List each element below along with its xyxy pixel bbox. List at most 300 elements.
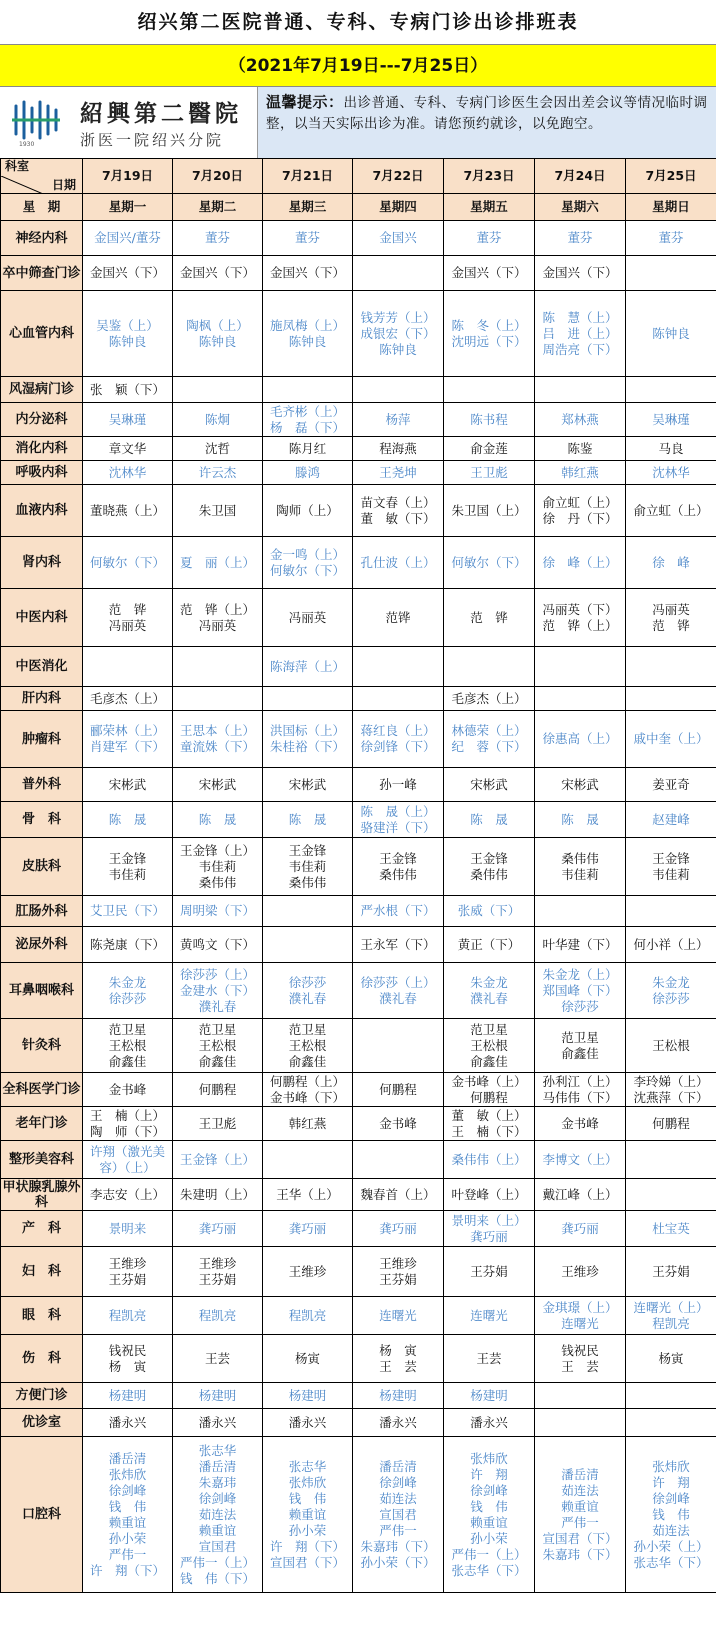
weekday-label: 星 期 — [1, 194, 83, 221]
doctor-names: 王卫彪 — [470, 464, 508, 480]
doctor-cell — [353, 1437, 444, 1593]
doctor-names: 许云杰 — [198, 464, 237, 480]
doctor-names: 范 铧 — [470, 609, 508, 625]
doctor-names: 金国兴/董芬 — [94, 230, 161, 245]
doctor-names: 程海燕 — [379, 440, 417, 456]
doctor-cell — [173, 1211, 263, 1247]
doctor-cell — [173, 1179, 263, 1211]
doctor-names: 戴江峰（上） — [542, 1186, 618, 1202]
doctor-names: 徐 峰 — [652, 554, 690, 570]
doctor-names: 陈书程 — [470, 411, 508, 427]
doctor-cell — [263, 461, 353, 485]
doctor-names: 王芸 — [204, 1350, 230, 1366]
doctor-cell — [626, 687, 716, 711]
doctor-cell — [173, 1019, 263, 1073]
doctor-cell — [535, 1141, 626, 1179]
doctor-names: 董芬 — [294, 230, 320, 245]
doctor-names: 杨建明 — [379, 1387, 417, 1403]
doctor-cell — [626, 1107, 716, 1141]
doctor-cell — [263, 1179, 353, 1211]
doctor-names: 范卫星 王松根 俞鑫佳 — [470, 1021, 508, 1069]
doctor-cell — [444, 537, 535, 589]
doctor-cell — [83, 537, 173, 589]
doctor-names: 何敏尔（下） — [89, 554, 165, 570]
doctor-cell — [173, 1297, 263, 1335]
department-name: 血液内科 — [1, 485, 83, 537]
schedule-row — [1, 403, 716, 437]
doctor-names: 程凯亮 — [288, 1307, 327, 1323]
doctor-cell — [626, 963, 716, 1019]
doctor-names: 王尧坤 — [379, 464, 417, 480]
department-name: 心血管内科 — [1, 291, 83, 377]
schedule-row — [1, 1211, 716, 1247]
logo-mark-icon — [10, 100, 62, 140]
doctor-names: 王金锋 桑伟伟 — [470, 850, 508, 882]
doctor-cell — [83, 768, 173, 802]
department-name: 耳鼻咽喉科 — [1, 963, 83, 1019]
doctor-names: 张志华 潘岳清 朱嘉玮 徐剑峰 茹连法 赖重谊 宣国君 严伟一（上） 钱 伟（下） — [179, 1442, 255, 1586]
doctor-names: 董晓燕（上） — [89, 502, 165, 518]
date-cell: 7月19日 — [83, 159, 173, 194]
doctor-names: 孙一峰 — [379, 776, 417, 792]
doctor-names: 朱建明（上） — [179, 1186, 255, 1202]
department-name: 普外科 — [1, 768, 83, 802]
doctor-names: 金琪璟（上） 连曙光 — [542, 1299, 618, 1331]
doctor-cell — [535, 1073, 626, 1107]
doctor-names: 魏春首（上） — [360, 1186, 436, 1202]
doctor-cell — [535, 711, 626, 768]
doctor-cell — [535, 485, 626, 537]
doctor-cell — [83, 896, 173, 927]
corner-dept-label: 科室 — [5, 159, 30, 173]
doctor-cell — [173, 802, 263, 838]
doctor-cell — [83, 1179, 173, 1211]
doctor-cell — [444, 896, 535, 927]
doctor-cell — [353, 711, 444, 768]
date-range-banner: （2021年7月19日---7月25日） — [0, 44, 716, 87]
department-name: 优诊室 — [1, 1409, 83, 1437]
doctor-cell — [83, 1247, 173, 1297]
schedule-row — [1, 437, 716, 461]
doctor-cell — [444, 838, 535, 896]
doctor-names: 毛齐彬（上） 杨 磊（下） — [269, 403, 345, 435]
doctor-names: 陈月红 — [288, 440, 327, 456]
doctor-names: 王金锋 韦佳莉 — [652, 850, 690, 882]
doctor-cell — [535, 838, 626, 896]
doctor-cell — [263, 221, 353, 256]
doctor-cell — [535, 1437, 626, 1593]
doctor-cell — [535, 403, 626, 437]
doctor-cell — [444, 802, 535, 838]
doctor-names: 张威（下） — [457, 903, 521, 918]
doctor-names: 潘岳清 茹连法 赖重谊 严伟一 宣国君（下） 朱嘉玮（下） — [542, 1466, 618, 1562]
doctor-names: 苗文春（上） 董 敏（下） — [360, 494, 436, 526]
doctor-cell — [626, 1179, 716, 1211]
doctor-names: 朱金龙 徐莎莎 — [652, 974, 690, 1006]
doctor-cell — [173, 711, 263, 768]
doctor-cell — [535, 896, 626, 927]
schedule-body — [1, 221, 716, 1593]
doctor-names: 杨建明 — [108, 1387, 147, 1403]
doctor-cell — [353, 838, 444, 896]
doctor-names: 王维珍 — [561, 1263, 599, 1279]
doctor-names: 毛彦杰（上） — [89, 690, 165, 706]
doctor-names: 徐莎莎（上） 濮礼春 — [360, 974, 436, 1006]
doctor-names: 潘岳清 徐剑峰 茹连法 宣国君 严伟一 朱嘉玮（下） 孙小荣（下） — [360, 1458, 436, 1570]
doctor-cell — [83, 1141, 173, 1179]
doctor-cell — [353, 768, 444, 802]
doctor-names: 潘永兴 — [288, 1414, 327, 1430]
doctor-names: 叶华建（下） — [542, 936, 618, 952]
doctor-names: 龚巧丽 — [561, 1220, 599, 1236]
doctor-cell — [444, 437, 535, 461]
doctor-names: 陈 晟 — [198, 811, 237, 827]
doctor-cell — [626, 1247, 716, 1297]
doctor-names: 沈哲 — [204, 440, 230, 456]
doctor-cell — [444, 1141, 535, 1179]
doctor-cell — [444, 711, 535, 768]
weekday-cell: 星期六 — [535, 194, 626, 221]
doctor-cell — [353, 589, 444, 647]
doctor-names: 龚巧丽 — [288, 1220, 327, 1236]
doctor-names: 范卫星 王松根 俞鑫佳 — [108, 1021, 147, 1069]
doctor-cell — [626, 768, 716, 802]
doctor-cell — [263, 291, 353, 377]
doctor-cell — [83, 291, 173, 377]
doctor-names: 范卫星 俞鑫佳 — [561, 1029, 599, 1061]
schedule-row — [1, 768, 716, 802]
doctor-names: 宋彬武 — [288, 776, 327, 792]
doctor-cell — [263, 537, 353, 589]
doctor-names: 孔仕波（上） — [360, 554, 436, 570]
notice-label: 温馨提示： — [266, 93, 344, 111]
doctor-cell — [83, 1107, 173, 1141]
department-name: 神经内科 — [1, 221, 83, 256]
doctor-names: 潘永兴 — [108, 1414, 147, 1430]
corner-date-label: 日期 — [51, 178, 76, 192]
doctor-cell — [263, 1211, 353, 1247]
doctor-cell — [535, 256, 626, 291]
schedule-row — [1, 221, 716, 256]
notice-box — [258, 87, 716, 158]
department-name: 内分泌科 — [1, 403, 83, 437]
doctor-names: 戚中奎（上） — [633, 731, 709, 746]
doctor-names: 陈海萍（上） — [269, 658, 345, 674]
doctor-cell — [535, 537, 626, 589]
doctor-names: 金书峰 — [108, 1081, 147, 1097]
doctor-cell — [535, 437, 626, 461]
doctor-names: 金书峰（上） 何鹏程 — [451, 1073, 527, 1105]
doctor-cell — [353, 927, 444, 963]
department-name: 中医消化 — [1, 647, 83, 687]
doctor-cell — [353, 1409, 444, 1437]
doctor-names: 何鹏程 — [379, 1081, 417, 1097]
department-name: 甲状腺乳腺外科 — [2, 1179, 81, 1210]
doctor-names: 沈林华 — [652, 464, 690, 480]
doctor-names: 俞金莲 — [470, 440, 508, 456]
doctor-names: 杨萍 — [385, 411, 411, 427]
doctor-names: 金国兴（下） — [179, 265, 255, 280]
doctor-cell — [535, 647, 626, 687]
doctor-cell — [353, 1383, 444, 1409]
doctor-cell — [83, 437, 173, 461]
schedule-row — [1, 1335, 716, 1383]
schedule-row — [1, 1141, 716, 1179]
doctor-names: 蒋红良（上） 徐剑锋（下） — [360, 723, 436, 754]
doctor-cell — [444, 1437, 535, 1593]
doctor-cell — [263, 1409, 353, 1437]
doctor-names: 朱卫国 — [198, 502, 237, 518]
doctor-cell — [535, 1247, 626, 1297]
doctor-cell — [83, 838, 173, 896]
doctor-names: 王金锋（上） — [179, 1151, 255, 1167]
doctor-cell — [353, 896, 444, 927]
doctor-names: 陈 慧（上） 吕 进（上） 周浩亮（下） — [542, 309, 618, 357]
logo-name: 紹興第二醫院 — [80, 100, 242, 127]
doctor-cell — [444, 291, 535, 377]
doctor-names: 金国兴（下） — [269, 265, 345, 280]
doctor-names: 钱祝民 杨 寅 — [108, 1342, 147, 1374]
doctor-names: 俞立虹（上） — [633, 502, 709, 518]
doctor-names: 艾卫民（下） — [89, 903, 165, 918]
doctor-names: 李志安（上） — [89, 1186, 165, 1202]
doctor-cell — [173, 1383, 263, 1409]
doctor-cell — [535, 221, 626, 256]
doctor-names: 孙利江（上） 马伟伟（下） — [542, 1073, 618, 1105]
doctor-names: 王芸 — [476, 1350, 502, 1366]
doctor-cell — [173, 838, 263, 896]
doctor-names: 徐莎莎（上） 金建水（下） 濮礼春 — [179, 966, 255, 1014]
doctor-cell — [626, 1211, 716, 1247]
weekday-header-row — [1, 194, 716, 221]
doctor-names: 王维珍 — [288, 1263, 327, 1279]
schedule-row — [1, 485, 716, 537]
doctor-names: 潘永兴 — [379, 1414, 417, 1430]
doctor-cell — [263, 1107, 353, 1141]
doctor-cell — [535, 1335, 626, 1383]
doctor-cell — [626, 256, 716, 291]
schedule-row — [1, 291, 716, 377]
doctor-names: 洪国标（上） 朱桂裕（下） — [269, 723, 345, 754]
doctor-cell — [263, 437, 353, 461]
doctor-cell — [535, 291, 626, 377]
department-name: 呼吸内科 — [1, 461, 83, 485]
doctor-names: 王永军（下） — [360, 936, 436, 952]
doctor-cell — [626, 291, 716, 377]
schedule-row — [1, 377, 716, 403]
doctor-cell — [535, 768, 626, 802]
doctor-cell — [353, 1107, 444, 1141]
schedule-row — [1, 1019, 716, 1073]
doctor-names: 俞立虹（上） 徐 丹（下） — [542, 494, 618, 526]
doctor-names: 陈 晟 — [108, 811, 147, 827]
doctor-names: 林德荣（上） 纪 蓉（下） — [451, 723, 527, 754]
doctor-cell — [444, 1383, 535, 1409]
doctor-names: 韩红燕 — [288, 1115, 327, 1131]
doctor-names: 宋彬武 — [108, 776, 147, 792]
doctor-cell — [83, 1073, 173, 1107]
doctor-names: 黄正（下） — [457, 936, 521, 952]
doctor-cell — [626, 1335, 716, 1383]
doctor-cell — [173, 768, 263, 802]
doctor-cell — [535, 1179, 626, 1211]
schedule-row — [1, 896, 716, 927]
doctor-names: 龚巧丽 — [198, 1220, 237, 1236]
doctor-names: 王芬娟 — [652, 1263, 690, 1279]
doctor-names: 施凤梅（上） 陈钟良 — [269, 317, 345, 349]
doctor-cell — [173, 1437, 263, 1593]
doctor-cell — [263, 963, 353, 1019]
doctor-names: 叶登峰（上） — [451, 1186, 527, 1202]
doctor-names: 王金锋 韦佳莉 — [108, 850, 147, 882]
schedule-row — [1, 927, 716, 963]
doctor-cell — [173, 221, 263, 256]
doctor-cell — [626, 377, 716, 403]
schedule-row — [1, 1383, 716, 1409]
doctor-names: 李玲娣（上） 沈燕萍（下） — [633, 1073, 709, 1105]
doctor-names: 张炜欣 许 翔 徐剑峰 钱 伟 茹连法 孙小荣（上） 张志华（下） — [633, 1458, 709, 1570]
doctor-cell — [83, 485, 173, 537]
doctor-names: 郑林燕 — [561, 411, 599, 427]
weekday-cell: 星期四 — [353, 194, 444, 221]
doctor-cell — [626, 1141, 716, 1179]
doctor-cell — [535, 1409, 626, 1437]
doctor-names: 宋彬武 — [198, 776, 237, 792]
doctor-names: 景明来（上） 龚巧丽 — [451, 1212, 527, 1244]
doctor-cell — [353, 647, 444, 687]
weekday-cell: 星期二 — [173, 194, 263, 221]
doctor-cell — [173, 1073, 263, 1107]
doctor-cell — [173, 461, 263, 485]
doctor-names: 金书峰 — [561, 1115, 599, 1131]
doctor-names: 范 铧（上） 冯丽英 — [179, 601, 255, 633]
schedule-row — [1, 963, 716, 1019]
department-name: 伤 科 — [1, 1335, 83, 1383]
doctor-names: 王维珍 王芬娟 — [198, 1255, 237, 1287]
schedule-row — [1, 589, 716, 647]
doctor-cell — [444, 768, 535, 802]
doctor-cell — [83, 647, 173, 687]
doctor-cell — [626, 403, 716, 437]
doctor-cell — [173, 647, 263, 687]
doctor-cell — [353, 291, 444, 377]
date-cell: 7月23日 — [444, 159, 535, 194]
doctor-names: 王芬娟 — [470, 1263, 508, 1279]
doctor-names: 连曙光 — [379, 1307, 417, 1323]
doctor-names: 何小祥（上） — [633, 936, 709, 952]
doctor-cell — [626, 927, 716, 963]
doctor-names: 范卫星 王松根 俞鑫佳 — [198, 1021, 237, 1069]
schedule-row — [1, 647, 716, 687]
doctor-names: 范 铧 冯丽英 — [108, 601, 147, 633]
doctor-cell — [444, 221, 535, 256]
schedule-table — [0, 158, 716, 1593]
doctor-names: 陶枫（上） 陈钟良 — [186, 317, 249, 349]
doctor-names: 董 敏（上） 王 楠（下） — [451, 1107, 527, 1139]
doctor-names: 杨建明 — [288, 1387, 327, 1403]
date-cell: 7月24日 — [535, 159, 626, 194]
doctor-names: 韩红燕 — [561, 464, 599, 480]
doctor-names: 朱金龙 濮礼春 — [470, 974, 508, 1006]
doctor-names: 王卫彪 — [198, 1115, 237, 1131]
doctor-cell — [353, 256, 444, 291]
department-name: 方便门诊 — [1, 1383, 83, 1409]
doctor-cell — [83, 687, 173, 711]
doctor-cell — [83, 461, 173, 485]
doctor-cell — [263, 1141, 353, 1179]
doctor-names: 徐惠高（上） — [542, 731, 618, 746]
doctor-names: 何鹏程 — [198, 1081, 237, 1097]
department-name: 肿瘤科 — [1, 711, 83, 768]
doctor-names: 潘岳清 张炜欣 徐剑峰 钱 伟 赖重谊 孙小荣 严伟一 许 翔（下） — [89, 1450, 165, 1578]
doctor-names: 章文华 — [108, 440, 147, 456]
doctor-cell — [173, 485, 263, 537]
doctor-cell — [353, 1141, 444, 1179]
department-name: 产 科 — [1, 1211, 83, 1247]
doctor-cell — [535, 963, 626, 1019]
doctor-names: 王 楠（上） 陶 师（下） — [89, 1107, 165, 1139]
doctor-cell — [353, 1073, 444, 1107]
doctor-cell — [444, 1019, 535, 1073]
schedule-row — [1, 256, 716, 291]
doctor-cell — [535, 802, 626, 838]
doctor-cell — [353, 437, 444, 461]
doctor-cell — [535, 461, 626, 485]
doctor-cell — [173, 927, 263, 963]
doctor-cell — [173, 437, 263, 461]
doctor-names: 金国兴（下） — [89, 265, 165, 280]
doctor-names: 王松根 — [652, 1037, 690, 1053]
weekday-cell: 星期三 — [263, 194, 353, 221]
doctor-names: 何鹏程（上） 金书峰（下） — [269, 1073, 345, 1105]
doctor-cell — [83, 1211, 173, 1247]
department-name: 皮肤科 — [1, 838, 83, 896]
doctor-names: 杨寅 — [658, 1350, 684, 1366]
doctor-cell — [626, 437, 716, 461]
doctor-cell — [173, 1107, 263, 1141]
notice-text: 出诊普通、专科、专病门诊医生会因出差会议等情况临时调整，以当天实际出诊为准。请您预约就诊，以免跑空。 — [266, 95, 708, 132]
doctor-cell — [535, 687, 626, 711]
doctor-names: 冯丽英（下） 范 铧（上） — [542, 601, 618, 633]
doctor-cell — [353, 802, 444, 838]
doctor-names: 王华（上） — [276, 1186, 339, 1202]
doctor-cell — [535, 1019, 626, 1073]
doctor-names: 王维珍 王芬娟 — [108, 1255, 147, 1287]
doctor-names: 李博文（上） — [542, 1151, 618, 1167]
doctor-names: 滕鸿 — [294, 464, 320, 480]
doctor-cell — [353, 1179, 444, 1211]
doctor-cell — [263, 802, 353, 838]
doctor-names: 宋彬武 — [470, 776, 508, 792]
doctor-names: 金书峰 — [379, 1115, 417, 1131]
doctor-cell — [535, 377, 626, 403]
doctor-cell — [263, 896, 353, 927]
doctor-cell — [263, 1297, 353, 1335]
doctor-names: 郦荣林（上） 肖建军（下） — [89, 723, 165, 754]
doctor-cell — [353, 1019, 444, 1073]
doctor-cell — [444, 461, 535, 485]
doctor-names: 严水根（下） — [360, 903, 436, 918]
hospital-logo — [0, 87, 258, 158]
doctor-names: 董芬 — [567, 230, 593, 245]
doctor-names: 吴鉴（上） 陈钟良 — [96, 317, 159, 349]
doctor-names: 金国兴（下） — [451, 265, 527, 280]
department-name: 肛肠外科 — [1, 896, 83, 927]
doctor-names: 钱祝民 王 芸 — [561, 1342, 599, 1374]
doctor-cell — [353, 377, 444, 403]
doctor-cell — [535, 927, 626, 963]
doctor-names: 朱卫国（上） — [451, 502, 527, 518]
